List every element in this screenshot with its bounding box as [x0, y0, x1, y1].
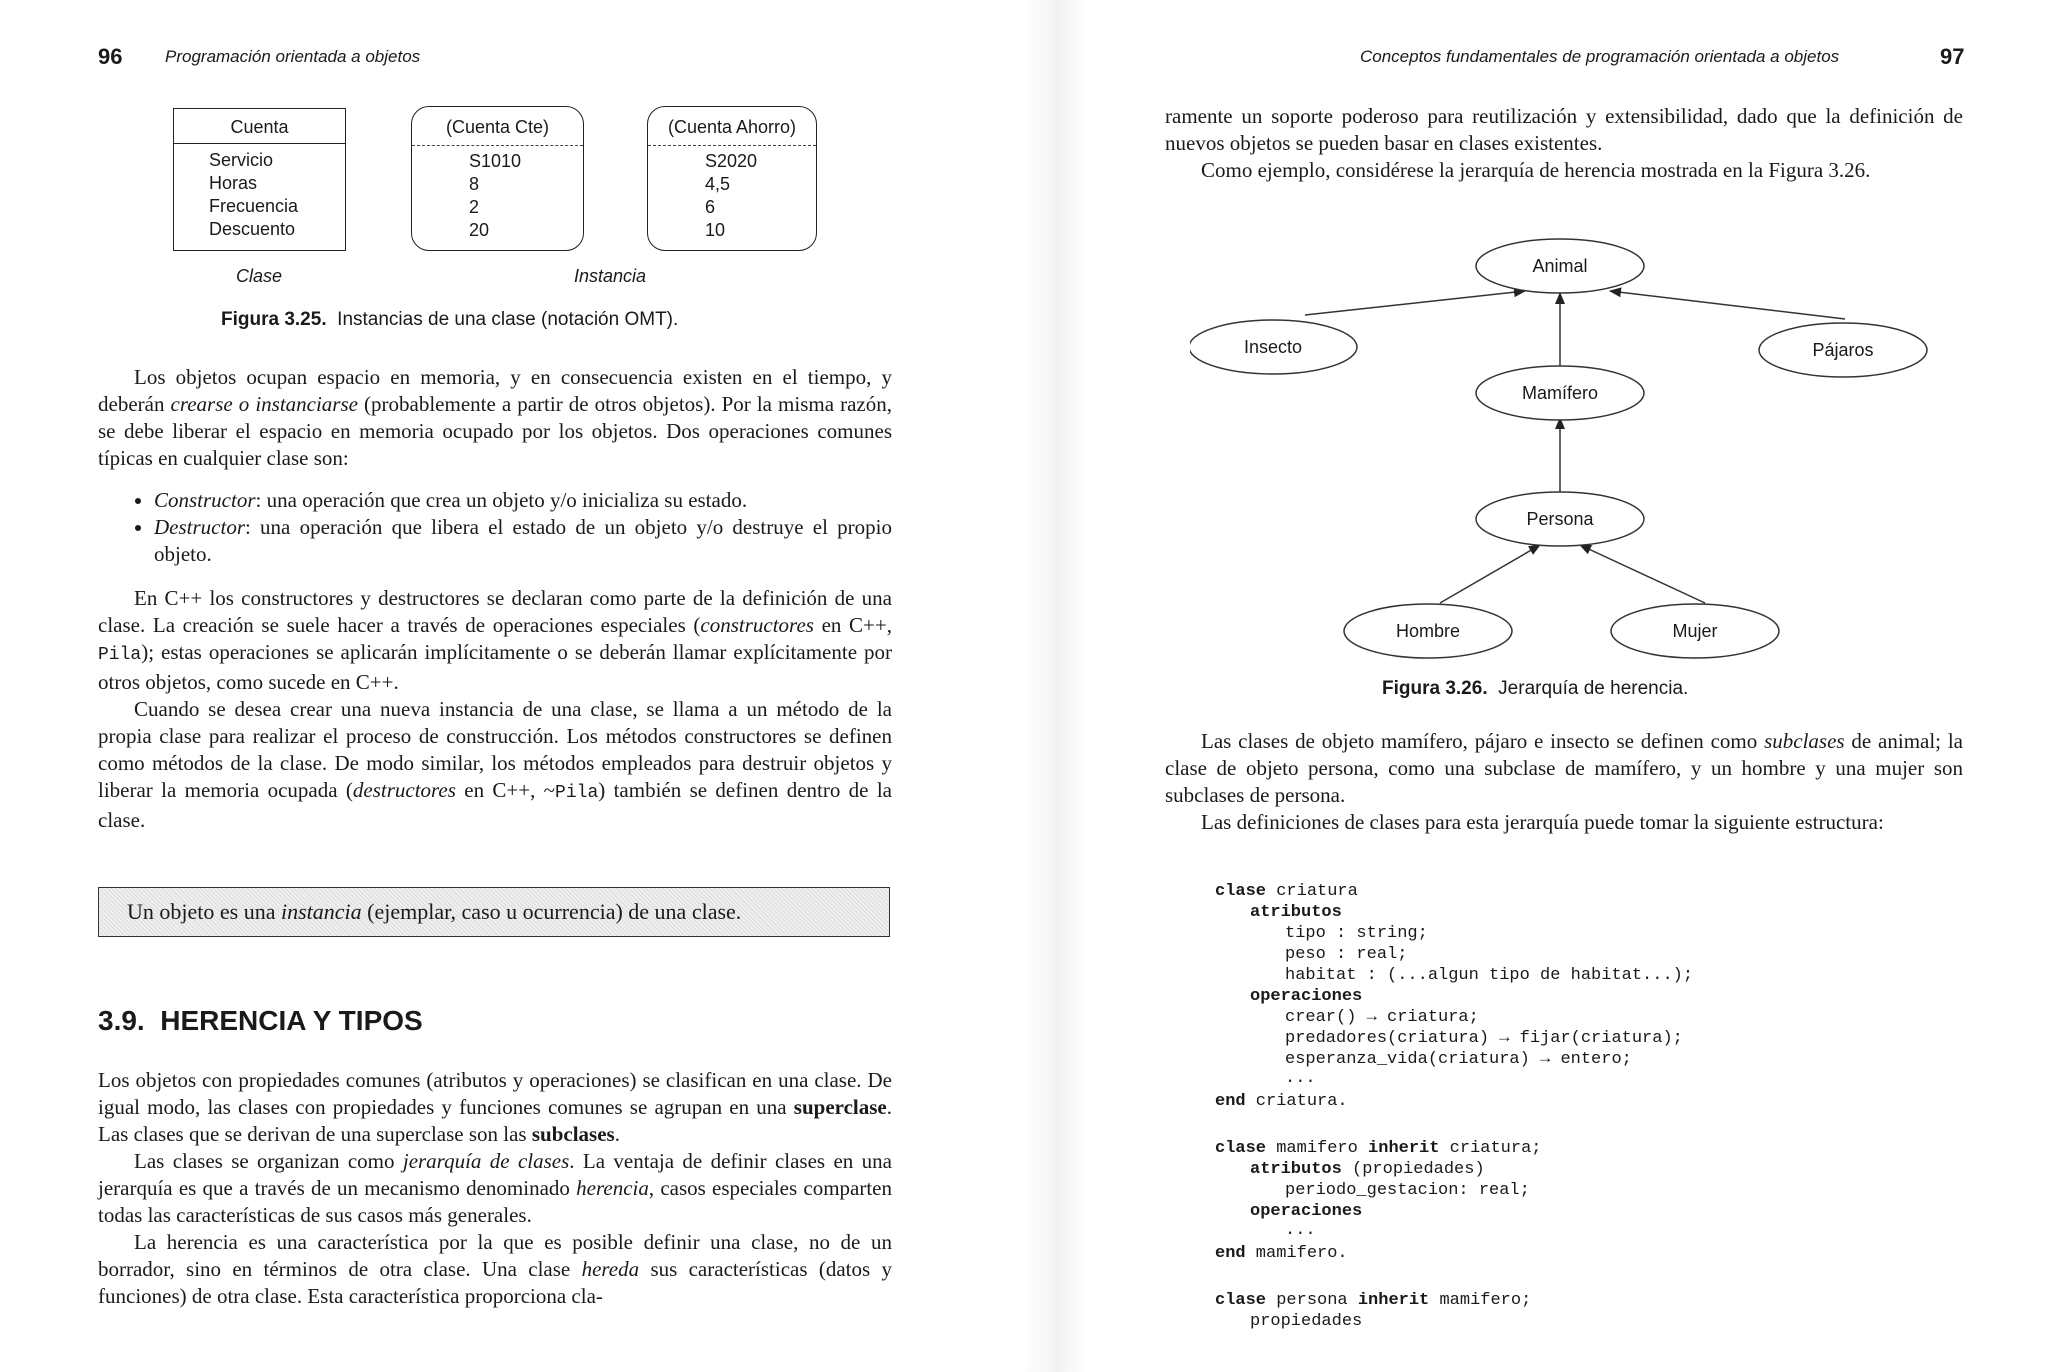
code-keyword: end — [1215, 1244, 1246, 1263]
code-text: mamifero. — [1245, 1244, 1348, 1263]
code-keyword: operaciones — [1250, 1202, 1363, 1221]
text-run: ramente un soporte poderoso para reutilización y extensibilidad, dado que la definición de nuevos objetos se pueden basar en clases existentes. — [1165, 104, 1963, 155]
code-line: predadores(criatura) → fijar(criatura); — [1285, 1029, 1683, 1048]
figure-label-clase: Clase — [236, 266, 283, 286]
code-line: periodo_gestacion: real; — [1285, 1181, 1530, 1200]
instance-value: 4,5 — [705, 174, 731, 194]
emphasis: herencia — [576, 1176, 649, 1200]
page-number-right: 97 — [1940, 44, 1965, 69]
code-line — [1215, 1091, 1348, 1112]
figure-label-instancia: Instancia — [574, 266, 647, 286]
code-line — [1250, 1159, 1485, 1180]
class-attribute: Horas — [209, 173, 258, 193]
running-head-left: Programación orientada a objetos — [165, 47, 421, 66]
emphasis: subclases — [1764, 729, 1845, 753]
instance-box-cuenta-ahorro — [647, 106, 817, 251]
instance-box-title: (Cuenta Ahorro) — [648, 107, 816, 146]
emphasis: instancia — [280, 899, 362, 924]
node-label: Mujer — [1672, 621, 1718, 641]
text-run: sus características (datos y funciones) de otra clase. Esta característica proporciona cla- — [98, 1257, 892, 1308]
node-label: Hombre — [1395, 621, 1461, 641]
edge-insecto-animal — [1305, 291, 1525, 315]
class-attribute: Servicio — [209, 150, 274, 170]
paragraph-constructores — [98, 585, 892, 834]
text-run: Las definiciones de clases para esta jerarquía puede tomar la siguiente estructura: — [1201, 810, 1884, 834]
text-run: (probablemente a partir de otros objetos). Por la misma razón, se debe liberar el espacio en memoria ocupado por los objetos. Dos operaciones comunes típicas en cualquier clase son: — [98, 392, 892, 470]
code-line: tipo : string; — [1285, 924, 1428, 943]
bullet-text: : una operación que crea un objeto y/o inicializa su estado. — [255, 488, 748, 512]
code-line: crear() → criatura; — [1285, 1008, 1479, 1027]
instance-value: 8 — [469, 174, 480, 194]
code-line: propiedades — [1250, 1312, 1363, 1331]
class-box-cuenta — [173, 108, 346, 251]
text-run: en C++, ~ — [455, 778, 556, 802]
edge-pajaros-animal — [1610, 291, 1845, 319]
code-keyword: atributos — [1250, 1160, 1342, 1179]
text-run: En C++ los constructores y destructores se declaran como parte de la definición de una clase. La creación se suele hacer a través de operaciones especiales ( — [98, 586, 892, 637]
text-run: Las clases de objeto mamífero, pájaro e insecto se definen como — [1201, 729, 1765, 753]
code-line: habitat : (...algun tipo de habitat...); — [1285, 966, 1694, 985]
caption-text: Jerarquía de herencia. — [1498, 678, 1689, 699]
code-keyword: atributos — [1250, 903, 1342, 922]
code-line: peso : real; — [1285, 945, 1408, 964]
paragraph-reutilizacion — [1165, 103, 1963, 184]
bullet-text: : una operación que libera el estado de un objeto y/o destruye el propio objeto. — [154, 515, 892, 566]
code-line: ... — [1285, 1069, 1316, 1088]
paragraph-subclases — [1165, 728, 1963, 836]
instance-value: 10 — [705, 220, 726, 240]
caption-number: Figura 3.26. — [1382, 678, 1488, 699]
code-line: esperanza_vida(criatura) → entero; — [1285, 1050, 1632, 1069]
text-run: en C++, — [813, 613, 892, 637]
instance-box-cuenta-cte — [411, 106, 584, 251]
node-label: Insecto — [1243, 337, 1303, 357]
bold-term: subclases — [531, 1122, 615, 1146]
code-text: (propiedades) — [1341, 1160, 1485, 1179]
edge-hombre-persona — [1440, 545, 1540, 603]
code-text: criatura. — [1245, 1092, 1348, 1111]
node-label: Pájaros — [1812, 340, 1874, 360]
text-run: Como ejemplo, considérese la jerarquía de herencia mostrada en la Figura 3.26. — [1201, 158, 1871, 182]
node-label: Persona — [1526, 509, 1594, 529]
edge-mujer-persona — [1580, 545, 1705, 603]
text-run: , casos especiales comparten todas las características de sus casos más generales. — [98, 1176, 892, 1227]
class-attribute: Frecuencia — [209, 196, 299, 216]
text-run: Cuando se desea crear una nueva instancia de una clase, se llama a un método de la propia clase para realizar el proceso de construcción. Los métodos constructores se definen como métodos de la clase. De modo similar, los métodos empleados para destruir objetos y liberar la memoria ocupada ( — [98, 697, 892, 802]
text-run: Los objetos con propiedades comunes (atributos y operaciones) se clasifican en una clase. De igual modo, las clases con propiedades y funciones comunes se agrupan en una — [98, 1068, 892, 1119]
book-gutter — [1020, 0, 1090, 1372]
code-line — [1215, 881, 1358, 902]
instance-value: 6 — [705, 197, 716, 217]
code-line — [1250, 1201, 1362, 1222]
class-attribute: Descuento — [209, 219, 296, 239]
class-box-title: Cuenta — [174, 109, 345, 144]
bullet-term: Constructor — [154, 488, 256, 512]
code-text: persona — [1266, 1291, 1358, 1310]
emphasis: crearse o instanciarse — [170, 392, 358, 416]
code-text: criatura; — [1439, 1139, 1542, 1158]
caption-text: Instancias de una clase (notación OMT). — [337, 309, 679, 330]
list-item — [154, 514, 892, 568]
code-keyword: clase — [1215, 882, 1267, 901]
code-keyword: operaciones — [1250, 987, 1363, 1006]
text-run: Los objetos ocupan espacio en memoria, y en consecuencia existen en el tiempo, y deberán — [98, 365, 892, 416]
text-run: de animal; la clase de objeto persona, como una subclase de mamífero, y un hombre y una mujer son subclases de persona. — [1165, 729, 1963, 807]
bold-term: superclase — [793, 1095, 887, 1119]
instance-value: 20 — [469, 220, 490, 240]
text-run: (ejemplar, caso u ocurrencia) de una clase. — [361, 899, 742, 924]
code-line — [1215, 1138, 1542, 1159]
code-text: mamifero; — [1429, 1291, 1532, 1310]
emphasis: constructores — [700, 613, 814, 637]
text-run: . — [614, 1122, 620, 1146]
section-heading-herencia: 3.9. HERENCIA Y TIPOS — [98, 1005, 423, 1036]
paragraph-herencia — [98, 1067, 892, 1310]
code-line: ... — [1285, 1221, 1316, 1240]
paragraph-objetos-memoria — [98, 364, 892, 472]
code-keyword: clase — [1215, 1291, 1267, 1310]
code-line — [1215, 1243, 1348, 1264]
bullet-list — [98, 487, 892, 568]
definition-highlight-box — [98, 887, 890, 937]
running-head-right: Conceptos fundamentales de programación orientada a objetos — [1360, 47, 1840, 66]
instance-value: 2 — [469, 197, 480, 217]
code-line — [1250, 902, 1342, 923]
emphasis: destructores — [352, 778, 456, 802]
caption-number: Figura 3.25. — [221, 309, 327, 330]
code-keyword: end — [1215, 1092, 1246, 1111]
text-run: . La ventaja de definir clases en una jerarquía es que a través de un mecanismo denominado — [98, 1149, 892, 1200]
text-run: ); estas operaciones se aplicarán implícitamente o se deberán llamar explícitamente por otros objetos, como sucede en C++. — [98, 640, 892, 694]
emphasis: hereda — [581, 1257, 640, 1281]
code-text: mamifero — [1266, 1139, 1369, 1158]
instance-value: S1010 — [469, 151, 522, 171]
code-keyword: inherit — [1368, 1139, 1440, 1158]
text-run: Las clases se organizan como — [134, 1149, 403, 1173]
emphasis: jerarquía de clases — [402, 1149, 570, 1173]
text-run: Un objeto es una — [127, 899, 281, 924]
code-line — [1250, 986, 1362, 1007]
code-keyword: inherit — [1357, 1291, 1430, 1310]
list-item — [154, 487, 892, 514]
figure-caption-3-26 — [1382, 678, 1688, 700]
inline-code: Pila — [555, 783, 599, 803]
inline-code: Pila — [98, 645, 142, 665]
text-run: ) también se definen dentro de la clase. — [98, 778, 892, 832]
instance-value: S2020 — [705, 151, 758, 171]
code-text: criatura — [1266, 882, 1358, 901]
page-number-left: 96 — [98, 44, 123, 69]
node-label: Animal — [1532, 256, 1588, 276]
bullet-term: Destructor — [154, 515, 245, 539]
text-run: . Las clases que se derivan de una superclase son las — [98, 1095, 892, 1146]
code-line — [1215, 1290, 1531, 1311]
node-label: Mamífero — [1521, 383, 1599, 403]
inheritance-hierarchy-diagram — [1190, 235, 1950, 665]
code-keyword: clase — [1215, 1139, 1267, 1158]
instance-box-title: (Cuenta Cte) — [412, 107, 583, 146]
figure-caption-3-25 — [221, 309, 678, 331]
text-run: La herencia es una característica por la que es posible definir una clase, no de un borrador, sino en términos de otra clase. Una clase — [98, 1230, 892, 1281]
